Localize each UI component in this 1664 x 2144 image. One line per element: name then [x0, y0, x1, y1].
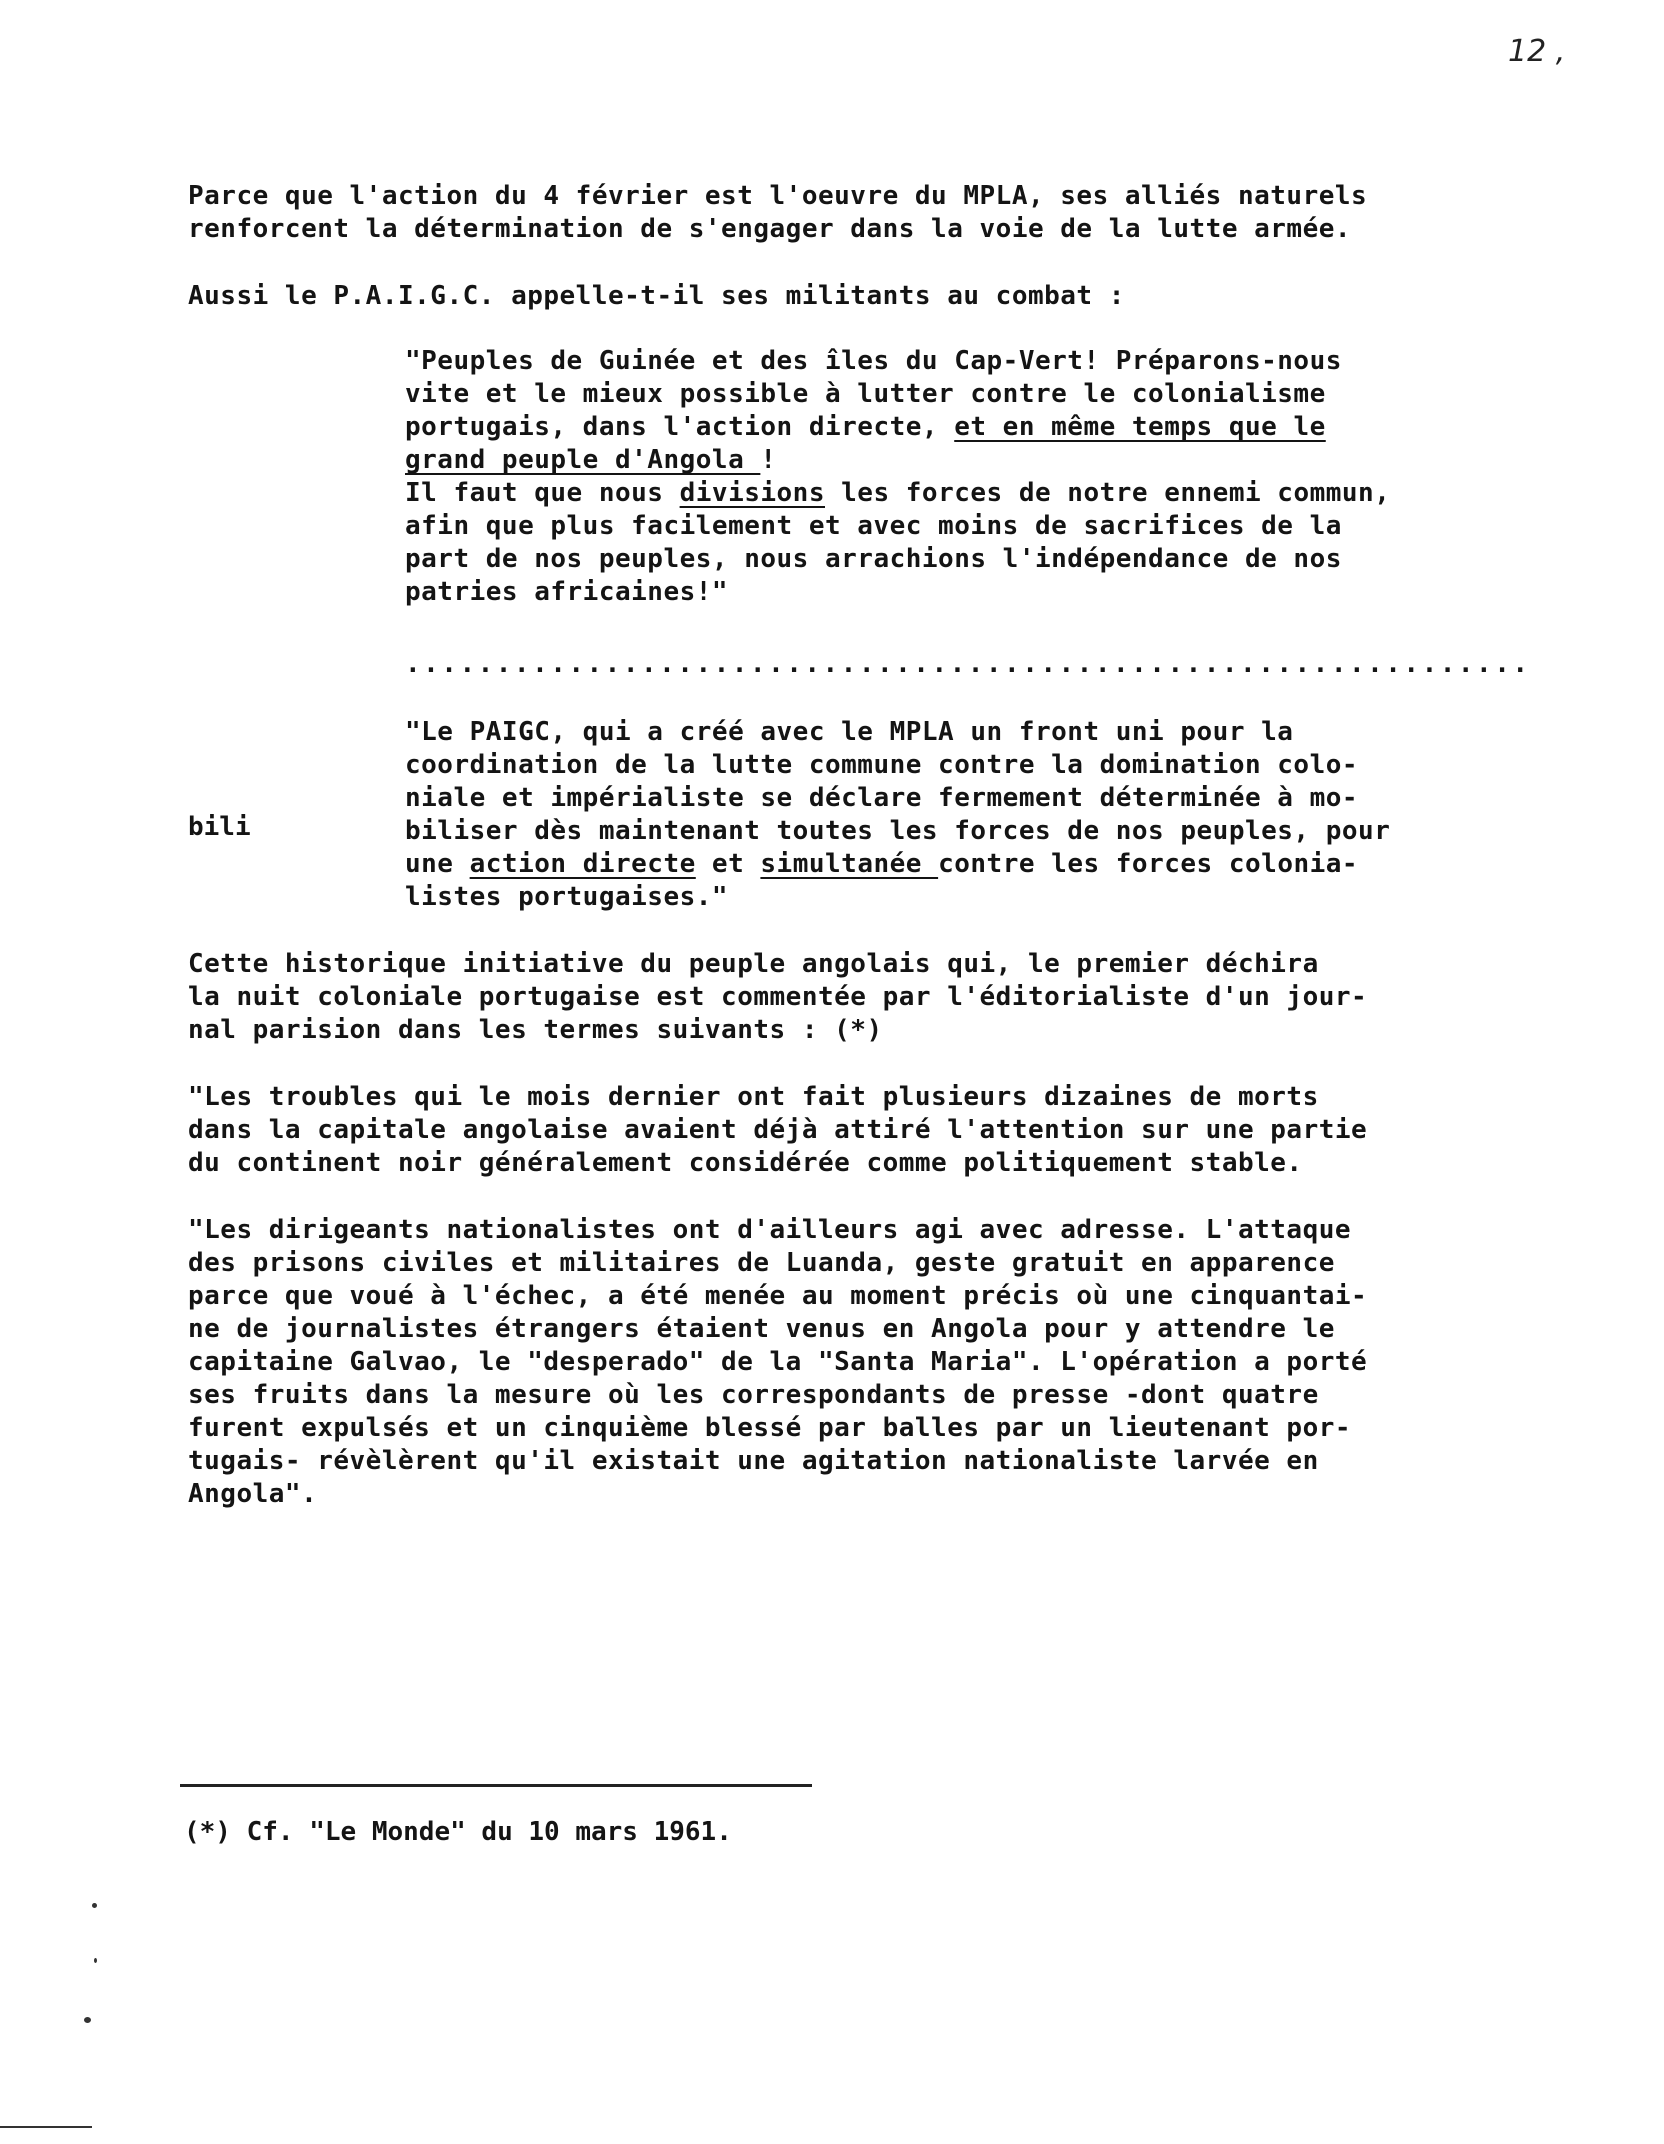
paragraph-line: parce que voué à l'échec, a été menée au moment précis où une cinquantai- [188, 1281, 1368, 1311]
quote-line [405, 477, 1390, 510]
paragraph-line: renforcent la détermination de s'engager dans la voie de la lutte armée. [188, 214, 1352, 244]
quote-line: biliser dès maintenant toutes les forces de nos peuples, pour [405, 816, 1391, 846]
paragraph-line: ses fruits dans la mesure où les correspondants de presse -dont quatre [188, 1380, 1319, 1410]
underlined-text: divisions [679, 478, 825, 508]
quote-line: listes portugaises." [405, 882, 729, 912]
underlined-text: grand peuple d'Angola [405, 445, 761, 475]
paragraph-line: Cette historique initiative du peuple angolais qui, le premier déchira [188, 949, 1319, 979]
quote-text: une [405, 849, 470, 879]
quote-line: afin que plus facilement et avec moins de sacrifices de la [405, 511, 1342, 541]
footnote-rule [180, 1784, 812, 1787]
quote-line: "Le PAIGC, qui a créé avec le MPLA un front uni pour la [405, 717, 1294, 747]
paragraph-line: ne de journalistes étrangers étaient venus en Angola pour y attendre le [188, 1314, 1335, 1344]
scan-speck [84, 2017, 91, 2023]
paragraph-line: Parce que l'action du 4 février est l'oeuvre du MPLA, ses alliés naturels [188, 181, 1368, 211]
quote-text: les forces de notre ennemi commun, [825, 478, 1391, 508]
quote-text: contre les forces colonia- [938, 849, 1359, 879]
paragraph-line: "Les troubles qui le mois dernier ont fait plusieurs dizaines de morts [188, 1082, 1319, 1112]
quote-line: part de nos peuples, nous arrachions l'indépendance de nos [405, 544, 1342, 574]
quote-line: patries africaines!" [405, 577, 729, 607]
quote-text: et [695, 849, 761, 879]
quote-line [405, 848, 1358, 881]
paragraph-line: du continent noir généralement considérée comme politiquement stable. [188, 1148, 1303, 1178]
quote-text: ! [760, 445, 777, 475]
underlined-text: simultanée [760, 849, 939, 879]
paragraph-line: nal parision dans les termes suivants : (*) [188, 1015, 883, 1045]
quote-line [405, 444, 777, 477]
underlined-text: action directe [469, 849, 696, 879]
paragraph-line: furent expulsés et un cinquième blessé par balles par un lieutenant por- [188, 1413, 1352, 1443]
footnote: (*) Cf. "Le Monde" du 10 mars 1961. [184, 1817, 732, 1847]
quote-line: coordination de la lutte commune contre la domination colo- [405, 750, 1359, 780]
paragraph-line: tugais- révèlèrent qu'il existait une agitation nationaliste larvée en [188, 1446, 1319, 1476]
scan-speck [92, 1903, 97, 1908]
quote-line: vite et le mieux possible à lutter contre le colonialisme [405, 379, 1326, 409]
underlined-text: et en même temps que le [954, 412, 1326, 442]
quote-line: "Peuples de Guinée et des îles du Cap-Vert! Préparons-nous [405, 346, 1342, 376]
edge-rule [0, 2126, 92, 2128]
paragraph-line: dans la capitale angolaise avaient déjà attiré l'attention sur une partie [188, 1115, 1368, 1145]
quote-text: Il faut que nous [405, 478, 680, 508]
paragraph-line: capitaine Galvao, le "desperado" de la "Santa Maria". L'opération a porté [188, 1347, 1368, 1377]
page-number: 12 , [1508, 34, 1566, 69]
quote-text: portugais, dans l'action directe, [405, 412, 955, 442]
paragraph-line: "Les dirigeants nationalistes ont d'ailleurs agi avec adresse. L'attaque [188, 1215, 1352, 1245]
scan-speck [94, 1958, 97, 1963]
quote-line: niale et impérialiste se déclare fermement déterminée à mo- [405, 783, 1359, 813]
dotted-separator: .............................................................. [405, 649, 1531, 679]
paragraph-line: Angola". [188, 1479, 318, 1509]
margin-note: bili [188, 812, 251, 842]
paragraph-line: la nuit coloniale portugaise est commentée par l'éditorialiste d'un jour- [188, 982, 1368, 1012]
paragraph-line: Aussi le P.A.I.G.C. appelle-t-il ses militants au combat : [188, 281, 1125, 311]
quote-line [405, 411, 1326, 444]
paragraph-line: des prisons civiles et militaires de Luanda, geste gratuit en apparence [188, 1248, 1335, 1278]
